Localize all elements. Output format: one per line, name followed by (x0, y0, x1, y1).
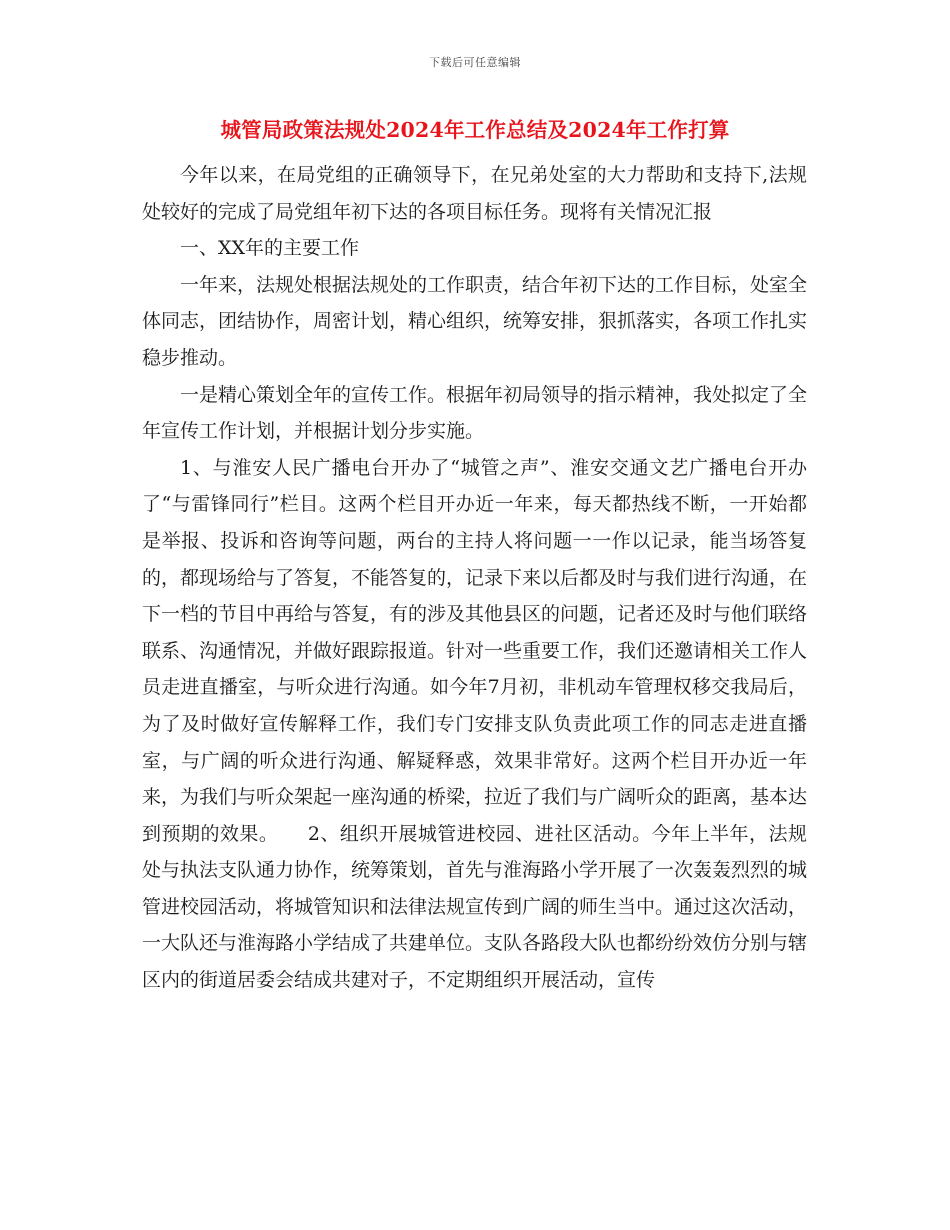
section-heading-main-work: 一、XX年的主要工作 (180, 237, 360, 260)
paragraph-intro: 今年以来，在局党组的正确领导下，在兄弟处室的大力帮助和支持下,法规处较好的完成了局党组年初下达的各项目标任务。现将有关情况汇报 (142, 164, 807, 223)
document-title: 城管局政策法规处2024年工作总结及2024年工作打算 (220, 118, 730, 142)
document-body (142, 157, 807, 999)
paragraph-radio-programs: 1、与淮安人民广播电台开办了“城管之声”、淮安交通文艺广播电台开办了“与雷锋同行”栏目。这两个栏目开办近一年来，每天都热线不断，一开始都是举报、投诉和咨询等问题，两台的主持人将问题一一作以记录，能当场答复的，都现场给与了答复，不能答复的，记录下来以后都及时与我们进行沟通，在下一档的节目中再给与答复，有的涉及其他县区的问题，记者还及时与他们联络联系、沟通情况，并做好跟踪报道。针对一些重要工作，我们还邀请相关工作人员走进直播室，与听众进行沟通。如今年7月初，非机动车管理权移交我局后，为了及时做好宣传解释工作，我们专门安排支队负责此项工作的同志走进直播室，与广阔的听众进行沟通、解疑释惑，效果非常好。这两个栏目开办近一年来，为我们与听众架起一座沟通的桥梁，拉近了我们与广阔听众的距离，基本达到预期的效果。 2、组织开展城管进校园、进社区活动。今年上半年，法规处与执法支队通力协作，统筹策划，首先与淮海路小学开展了一次轰轰烈烈的城管进校园活动，将城管知识和法律法规宣传到广阔的师生当中。通过这次活动，一大队还与淮海路小学结成了共建单位。支队各路段大队也都纷纷效仿分别与辖区内的街道居委会结成共建对子，不定期组织开展活动，宣传 (142, 456, 808, 992)
header-note: 下载后可任意编辑 (429, 56, 521, 69)
paragraph-publicity-plan: 一是精心策划全年的宣传工作。根据年初局领导的指示精神，我处拟定了全年宣传工作计划，并根据计划分步实施。 (142, 383, 808, 443)
paragraph-overview: 一年来，法规处根据法规处的工作职责，结合年初下达的工作目标，处室全体同志，团结协作，周密计划，精心组织，统筹安排，狠抓落实，各项工作扎实稳步推动。 (142, 273, 808, 369)
